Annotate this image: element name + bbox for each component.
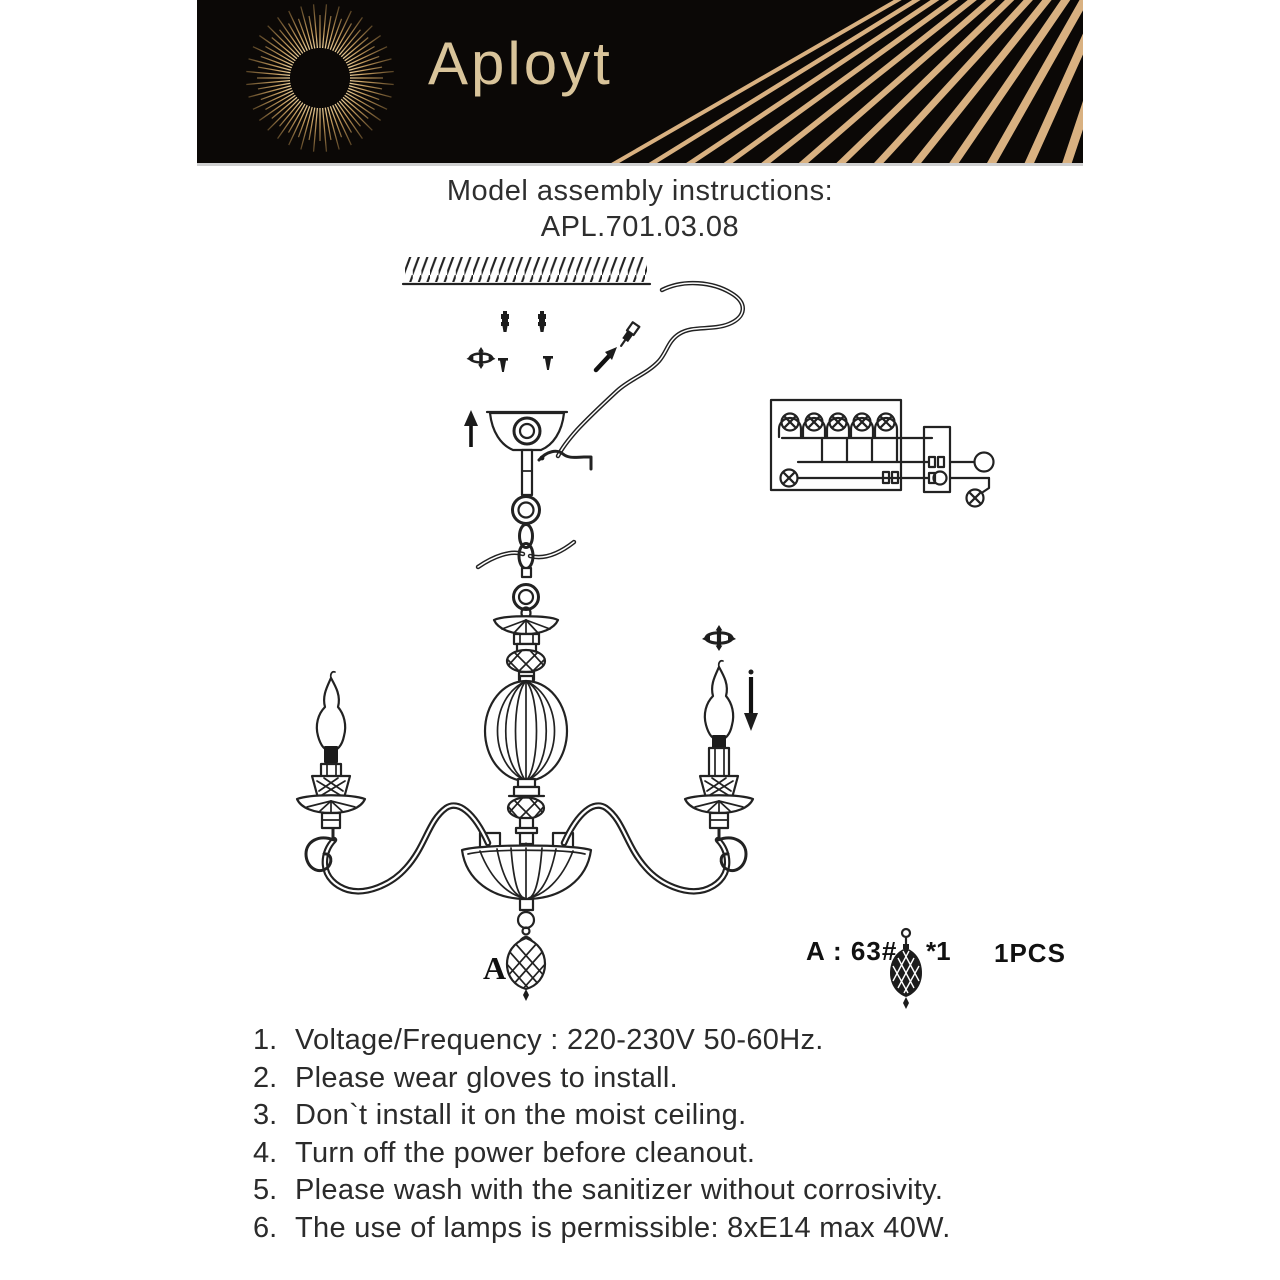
upper-spindle: [494, 616, 558, 680]
instruction-item: [253, 1210, 1153, 1248]
ceiling-wire: [558, 283, 743, 456]
finial-pendant: [505, 937, 547, 1001]
wiring-schematic: [771, 400, 994, 507]
instruction-item: [253, 1060, 1153, 1098]
instruction-number: 1.: [253, 1024, 278, 1056]
instruction-item: [253, 1172, 1153, 1210]
instruction-number: 3.: [253, 1099, 278, 1131]
bottom-bowl: [462, 846, 591, 935]
brand-logo-text: Aployt: [428, 30, 613, 97]
right-candle: [702, 625, 758, 792]
wire-connector: [618, 322, 639, 348]
page-title: Model assembly instructions:: [446, 175, 834, 207]
rotate-icon: [702, 625, 736, 651]
ceiling-canopy: [464, 410, 591, 495]
left-bobeche: [297, 776, 365, 828]
finial-label: A: [483, 950, 507, 986]
glass-ball: [485, 676, 567, 787]
instructions-list: [253, 1022, 1153, 1247]
instruction-number: 4.: [253, 1136, 278, 1169]
instruction-text: Please wear gloves to install.: [295, 1061, 678, 1094]
insert-arrow: [596, 347, 617, 370]
ceiling-hatch: [403, 257, 650, 284]
chain-assembly: [478, 497, 574, 619]
instruction-text: Please wash with the sanitizer without corrosivity.: [295, 1174, 944, 1206]
instruction-text: Turn off the power before cleanout.: [295, 1136, 756, 1169]
instruction-text: Voltage/Frequency : 220-230V 50-60Hz.: [295, 1024, 824, 1056]
mounting-hardware-icons: [467, 311, 553, 372]
hook-icon: [539, 451, 591, 469]
instruction-number: 2.: [253, 1061, 278, 1094]
up-arrow: [464, 410, 478, 447]
rotate-icon: [467, 347, 496, 369]
instruction-item: [253, 1097, 1153, 1135]
parts-qty: *1: [926, 936, 951, 966]
model-number: APL.701.03.08: [540, 211, 740, 243]
right-bobeche: [685, 776, 753, 828]
instruction-number: 6.: [253, 1211, 278, 1244]
instruction-item: [253, 1022, 1153, 1060]
instruction-number: 5.: [253, 1174, 278, 1206]
parts-count: 1PCS: [994, 938, 1066, 968]
instruction-text: Don`t install it on the moist ceiling.: [295, 1099, 747, 1131]
instruction-text: The use of lamps is permissible: 8xE14 max 40W.: [295, 1211, 951, 1244]
parts-label: A : 63#: [806, 936, 898, 966]
instruction-item: [253, 1135, 1153, 1173]
down-arrow: [744, 670, 758, 732]
